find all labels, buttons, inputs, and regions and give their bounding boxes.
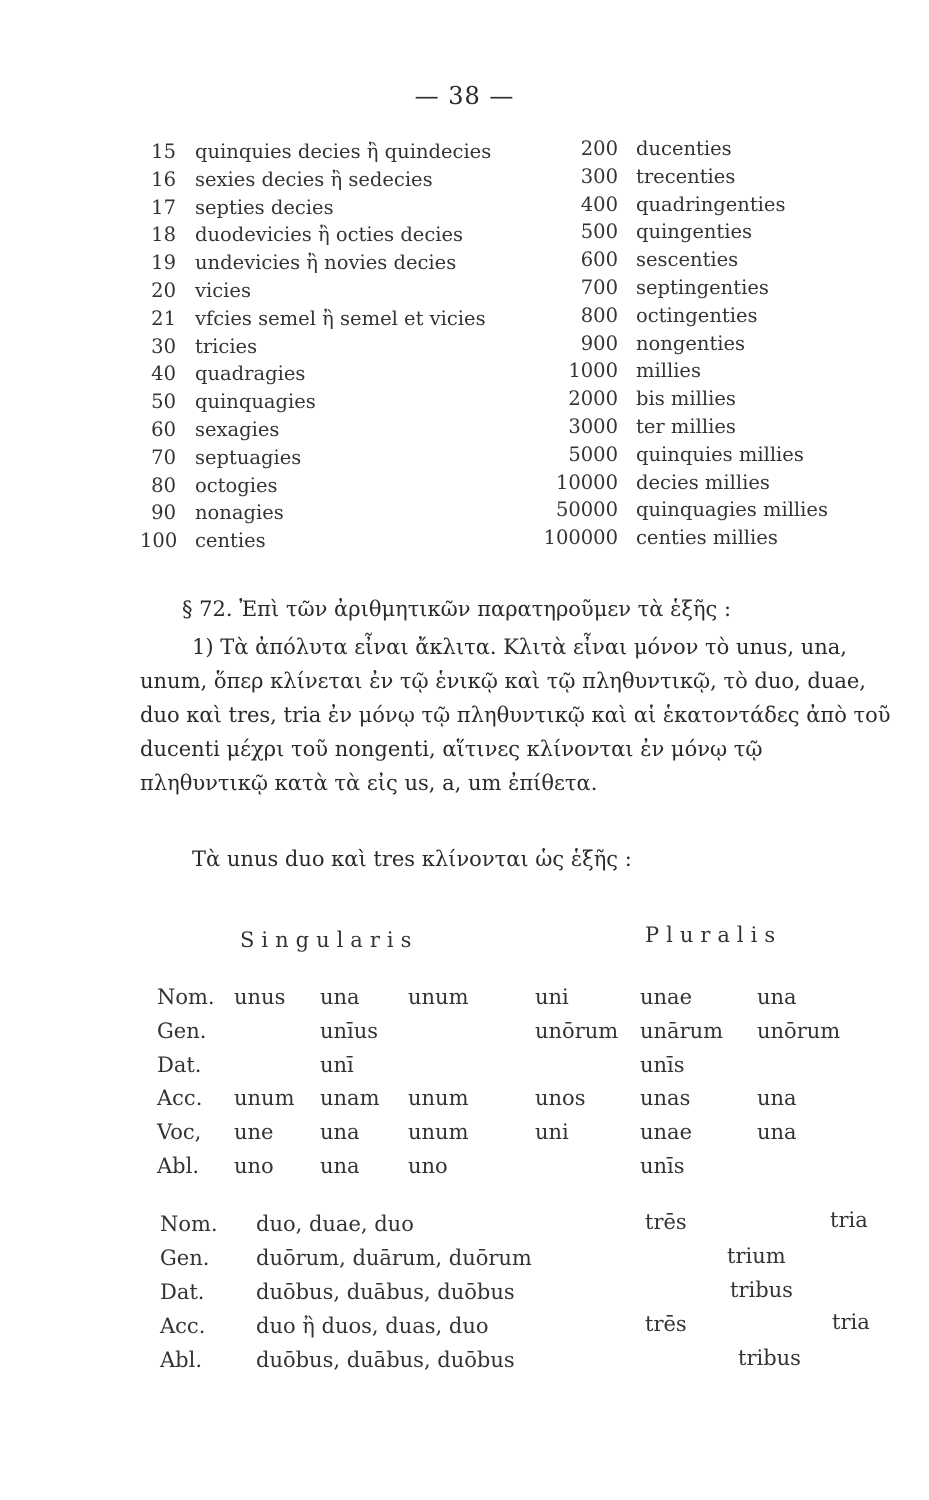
unus-form-s1: unum (234, 1086, 295, 1111)
numeral-adverb: centies millies (636, 526, 778, 550)
numeral-adverb: quinquagies (195, 390, 316, 414)
unus-form-p1: uni (535, 1120, 569, 1145)
case-label: Acc. (160, 1314, 206, 1338)
unus-form-p1: uni (535, 985, 569, 1009)
unus-form-p3: una (757, 985, 797, 1009)
numeral-adverb: nonagies (195, 501, 284, 525)
numeral-value: 50 (151, 390, 176, 414)
numeral-row (540, 165, 880, 193)
numeral-value: 600 (580, 248, 618, 272)
case-label: Dat. (160, 1280, 205, 1304)
numeral-value: 3000 (568, 414, 618, 438)
numeral-row (540, 443, 880, 471)
numeral-value: 50000 (555, 498, 618, 522)
numeral-adverb: quinquies millies (636, 442, 804, 466)
numeral-row (140, 196, 540, 224)
numeral-row (540, 304, 880, 332)
unus-form-p2: unas (640, 1086, 691, 1111)
numeral-row (540, 526, 880, 554)
numeral-adverb: nongenties (636, 331, 746, 355)
numeral-row (540, 276, 880, 304)
numeral-table-left (140, 140, 540, 557)
numeral-value: 21 (151, 306, 176, 330)
numeral-row (140, 307, 540, 335)
numeral-adverb: ter millies (636, 414, 736, 438)
numeral-adverb: septies decies (195, 195, 334, 219)
unus-form-p2: unārum (640, 1018, 724, 1043)
numeral-value: 60 (151, 417, 176, 441)
numeral-value: 18 (151, 223, 176, 247)
numeral-value: 20 (151, 278, 176, 302)
numeral-value: 30 (151, 334, 176, 358)
unus-form-p3: una (757, 1120, 797, 1145)
numeral-row (140, 140, 540, 168)
case-label: Gen. (157, 1018, 207, 1043)
duo-forms: duōbus, duābus, duōbus (256, 1280, 515, 1304)
numeral-value: 400 (580, 192, 618, 216)
numeral-adverb: sexies decies ἢ sedecies (195, 167, 433, 191)
numeral-row (140, 279, 540, 307)
numeral-row (540, 415, 880, 443)
unus-form-s3: uno (408, 1154, 448, 1178)
unus-form-s2: una (320, 1120, 360, 1145)
unus-form-p1: unos (535, 1086, 586, 1111)
duo-forms: duōbus, duābus, duōbus (256, 1348, 515, 1372)
numeral-value: 17 (151, 195, 176, 219)
numeral-row (540, 248, 880, 276)
numeral-adverb: quingenties (636, 220, 753, 244)
numeral-value: 40 (151, 362, 176, 386)
numeral-value: 15 (151, 140, 176, 163)
unus-form-p3: unōrum (757, 1018, 841, 1043)
numeral-value: 700 (580, 275, 618, 299)
duo-forms: duōrum, duārum, duōrum (256, 1246, 532, 1270)
numeral-adverb: octingenties (636, 303, 758, 327)
numeral-row (140, 251, 540, 279)
numeral-row (540, 471, 880, 499)
numeral-value: 2000 (568, 387, 618, 411)
duo-forms: duo, duae, duo (256, 1212, 414, 1236)
numeral-table-right (540, 137, 880, 554)
numeral-row (140, 501, 540, 529)
unus-form-p3: una (757, 1086, 797, 1111)
tres-form: tribus (730, 1278, 793, 1302)
tres-form-neuter: tria (832, 1310, 870, 1334)
numeral-row (140, 168, 540, 196)
unus-form-s3: unum (408, 1086, 469, 1111)
numeral-adverb: vfcies semel ἢ semel et vicies (195, 306, 486, 330)
numeral-value: 200 (580, 137, 618, 160)
paragraph-rule-1: 1) Τὰ ἀπόλυτα εἶναι ἄκλιτα. Κλιτὰ εἶναι μόνον τὸ unus, una, unum, ὅπερ κλίνεται ἐν τῷ ἑνικῷ καὶ τῷ πληθυντικῷ, τὸ duo, duae, duo καὶ tres, tria ἐν μόνῳ τῷ πληθυντικῷ καὶ αἱ ἑκατοντάδες ἀπὸ τοῦ ducenti μέχρι τοῦ nongenti, αἵτινες κλίνονται ἐν μόνῳ τῷ πληθυντικῷ κατὰ τὰ εἰς us, a, um ἐπίθετα. (140, 635, 891, 795)
case-label: Nom. (160, 1212, 218, 1236)
numeral-row (140, 390, 540, 418)
case-label: Acc. (157, 1086, 203, 1111)
paragraph-declension-intro: Τὰ unus duo καὶ tres κλίνονται ὡς ἑξῆς : (192, 847, 632, 871)
numeral-value: 800 (580, 303, 618, 327)
numeral-adverb: quinquagies millies (636, 498, 828, 522)
singularis-header: Singularis (240, 928, 419, 952)
numeral-row (540, 220, 880, 248)
pluralis-header: Pluralis (645, 923, 783, 947)
case-label: Abl. (160, 1348, 202, 1372)
numeral-value: 100 (140, 529, 178, 553)
numeral-adverb: quadragies (195, 362, 306, 386)
numeral-row (140, 362, 540, 390)
unus-form-s1: uno (234, 1154, 274, 1178)
numeral-adverb: millies (636, 359, 701, 383)
numeral-row (540, 137, 880, 165)
numeral-adverb: sexagies (195, 417, 280, 441)
numeral-adverb: quinquies decies ἢ quindecies (195, 140, 492, 163)
numeral-adverb: duodevicies ἢ octies decies (195, 223, 464, 247)
section-heading: § 72. Ἐπὶ τῶν ἀριθμητικῶν παρατηροῦμεν τὰ ἑξῆς : (182, 597, 732, 621)
unus-form-s3: unum (408, 985, 469, 1009)
page-number: — 38 — (414, 82, 515, 110)
case-label: Abl. (157, 1154, 199, 1178)
unus-form-p2: unae (640, 985, 692, 1009)
case-label: Gen. (160, 1246, 210, 1270)
numeral-row (540, 387, 880, 415)
unus-form-s1: une (234, 1120, 274, 1145)
tres-form: trium (727, 1244, 786, 1268)
numeral-value: 80 (151, 473, 176, 497)
numeral-adverb: septuagies (195, 445, 302, 469)
numeral-row (540, 193, 880, 221)
numeral-value: 300 (580, 164, 618, 188)
tres-form-neuter: tria (830, 1208, 868, 1232)
unus-form-p2: unīs (640, 1052, 685, 1077)
numeral-adverb: tricies (195, 334, 258, 358)
numeral-value: 5000 (568, 442, 618, 466)
numeral-row (140, 223, 540, 251)
numeral-adverb: septingenties (636, 275, 769, 299)
numeral-row (140, 335, 540, 363)
numeral-adverb: octogies (195, 473, 278, 497)
unus-form-s2: unī (320, 1052, 354, 1077)
unus-form-s2: una (320, 985, 360, 1009)
numeral-adverb: decies millies (636, 470, 770, 494)
numeral-row (140, 529, 540, 557)
numeral-value: 19 (151, 251, 176, 275)
numeral-adverb: ducenties (636, 137, 732, 160)
case-label: Voc, (157, 1120, 202, 1145)
tres-form: tribus (738, 1346, 801, 1370)
numeral-row (140, 474, 540, 502)
unus-form-p1: unōrum (535, 1018, 619, 1043)
numeral-row (540, 332, 880, 360)
numeral-value: 70 (151, 445, 176, 469)
unus-form-s2: unam (320, 1086, 380, 1111)
numeral-row (140, 418, 540, 446)
numeral-adverb: vicies (195, 278, 251, 302)
numeral-value: 16 (151, 167, 176, 191)
numeral-value: 90 (151, 501, 176, 525)
numeral-adverb: trecenties (636, 164, 736, 188)
numeral-value: 1000 (568, 359, 618, 383)
numeral-row (140, 446, 540, 474)
case-label: Dat. (157, 1052, 202, 1077)
numeral-value: 100000 (543, 526, 618, 550)
numeral-value: 900 (580, 331, 618, 355)
duo-forms: duo ἢ duos, duas, duo (256, 1314, 489, 1338)
unus-form-p2: unae (640, 1120, 692, 1145)
numeral-value: 10000 (555, 470, 618, 494)
numeral-adverb: undevicies ἢ novies decies (195, 251, 457, 275)
unus-form-s2: unīus (320, 1018, 379, 1043)
case-label: Nom. (157, 985, 215, 1009)
unus-form-s2: una (320, 1154, 360, 1178)
numeral-row (540, 359, 880, 387)
unus-form-s3: unum (408, 1120, 469, 1145)
numeral-value: 500 (580, 220, 618, 244)
numeral-adverb: quadringenties (636, 192, 786, 216)
numeral-adverb: sescenties (636, 248, 739, 272)
numeral-adverb: centies (195, 529, 266, 553)
numeral-adverb: bis millies (636, 387, 736, 411)
unus-form-s1: unus (234, 985, 286, 1009)
tres-form: trēs (645, 1210, 687, 1234)
tres-form: trēs (645, 1312, 687, 1336)
numeral-row (540, 498, 880, 526)
unus-form-p2: unīs (640, 1154, 685, 1178)
